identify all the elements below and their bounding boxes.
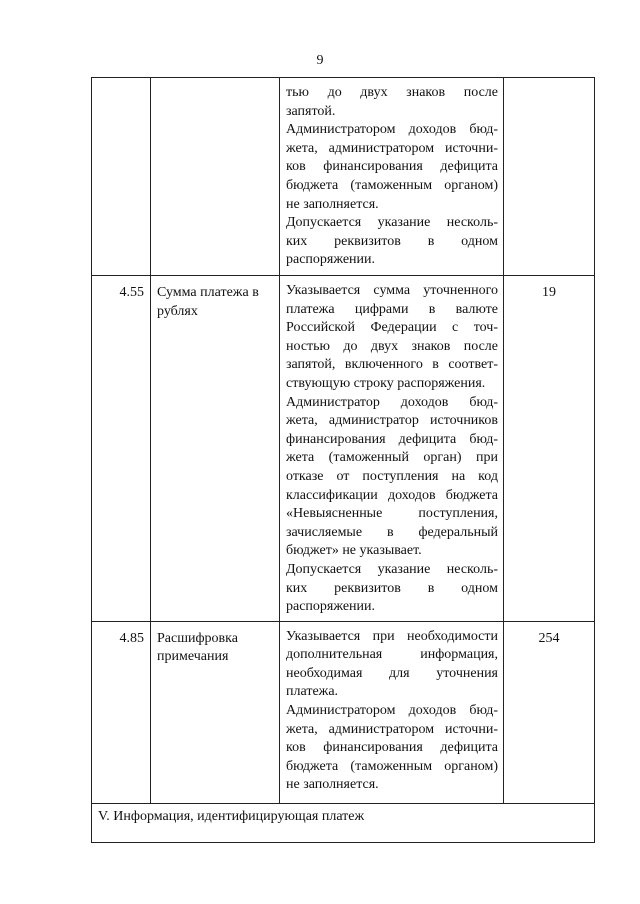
- description-line: зачисляемые в федеральный: [286, 524, 498, 540]
- requisite-description-cell: [280, 78, 504, 276]
- description-line: не заполняется.: [286, 777, 379, 793]
- description-line: бюджет» не указывает.: [286, 543, 422, 559]
- description-line: Указывается при необходимости: [286, 628, 498, 644]
- row-number-cell: 4.55: [92, 276, 151, 622]
- description-line: Администратор доходов бюд-: [286, 394, 498, 410]
- description-line: тью до двух знаков после: [286, 85, 498, 100]
- description-line: жета, администратором источни-: [286, 721, 498, 737]
- requisite-description-cell: [280, 276, 504, 622]
- description-line: жета, администратор источников: [286, 413, 498, 429]
- description-line: не заполняется.: [286, 196, 379, 212]
- description-line: жета (таможенный орган) при: [286, 450, 498, 466]
- row-number-cell: [92, 78, 151, 276]
- requisite-name-cell: Сумма платежа в рублях: [151, 276, 280, 622]
- requisite-description-cell: [280, 621, 504, 803]
- description-line: Допускается указание несколь-: [286, 561, 498, 577]
- description-line: бюджета (таможенным органом): [286, 758, 498, 774]
- description-line: ких реквизитов в одном: [286, 233, 498, 249]
- field-code-cell: [504, 78, 595, 276]
- description-line: отказе от поступления на код: [286, 468, 498, 484]
- description-line: необходимая для уточнения: [286, 665, 498, 681]
- requisites-table: [91, 77, 595, 843]
- description-line: ствующую строку распоряжения.: [286, 375, 486, 391]
- description-line: запятой.: [286, 103, 336, 119]
- description-line: жета, администратором источни-: [286, 140, 498, 156]
- description-line: дополнительная информация,: [286, 647, 498, 663]
- table-row: [92, 621, 595, 803]
- description-line: Допускается указание несколь-: [286, 215, 498, 231]
- table-row: [92, 78, 595, 276]
- description-line: классификации доходов бюджета: [286, 487, 498, 503]
- requisite-name-cell: Расшифровка примечания: [151, 621, 280, 803]
- row-number-cell: 4.85: [92, 621, 151, 803]
- description-line: Администратором доходов бюд-: [286, 703, 498, 719]
- description-line: запятой, включенного в соответ-: [286, 357, 498, 373]
- description-line: ков финансирования дефицита: [286, 159, 498, 175]
- section-header: V. Информация, идентифицирующая платеж: [92, 803, 595, 842]
- description-line: платежа.: [286, 684, 339, 700]
- page-number: 9: [316, 53, 324, 68]
- description-line: ких реквизитов в одном: [286, 580, 498, 596]
- description-line: ков финансирования дефицита: [286, 740, 498, 756]
- description-line: распоряжении.: [286, 599, 376, 615]
- description-line: Российской Федерации с точ-: [286, 320, 498, 336]
- description-line: Указывается сумма уточненного: [286, 283, 498, 298]
- description-line: «Невыясненные поступления,: [286, 506, 498, 522]
- description-line: ностью до двух знаков после: [286, 338, 498, 354]
- description-line: бюджета (таможенным органом): [286, 177, 498, 193]
- field-code-cell: 254: [504, 621, 595, 803]
- description-line: платежа цифрами в валюте: [286, 301, 498, 317]
- section-header-row: [92, 803, 595, 842]
- table-row: [92, 276, 595, 622]
- field-code-cell: 19: [504, 276, 595, 622]
- requisite-name-cell: [151, 78, 280, 276]
- description-line: Администратором доходов бюд-: [286, 122, 498, 138]
- description-line: финансирования дефицита бюд-: [286, 431, 498, 447]
- description-line: распоряжении.: [286, 252, 376, 268]
